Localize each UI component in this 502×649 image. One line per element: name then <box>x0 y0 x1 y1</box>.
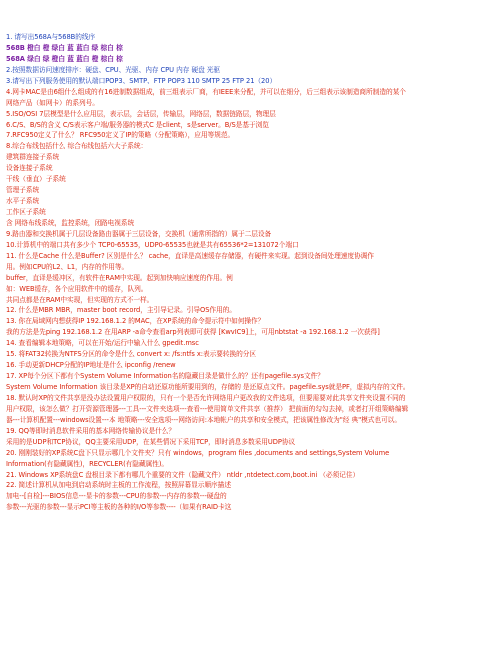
text-line: 水平子系统 <box>6 197 40 206</box>
text-line: 568A 绿白 绿 橙白 蓝 蓝白 橙 棕白 棕 <box>6 54 123 63</box>
text-line: 20. 刚刚装好的XP系统C盘下只显示哪几个文件夹？只有 windows，program files ,documents and settings,System Volume <box>6 448 390 457</box>
text-line: System Volume Information 该目录是XP的自动还原功能所要用到的，存储的 是还原点文件。pagefile.sys就是PF，虚拟内存的文件。 <box>6 383 410 391</box>
text-line: buffer，直译是缓冲区，有软件在RAM中实现。起到加快响应速度的作用。例 <box>6 273 233 282</box>
text-line: 11. 什么是Cache 什么是Buffer? 区别是什么？ cache，直译是高速缓存存储器，有硬件来实现。起到设备间处理速度协调作 <box>6 251 374 260</box>
text-line: 2.按照数据访问速度排序：硬盘、CPU、光驱、内存 CPU 内存 硬盘 光驱 <box>6 65 221 74</box>
text-line: 7.RFC950定义了什么？ RFC950定义了IP的策略（分配策略），应用等规范。 <box>6 131 235 140</box>
text-line: 568B 橙白 橙 绿白 蓝 蓝白 绿 棕白 棕 <box>6 43 123 52</box>
text-line: 14. 查看编辑本地策略，可以在开始/运行中输入什么 gpedit.msc <box>6 339 199 348</box>
text-line: 1. 请写出568A与568B的线序 <box>6 33 96 41</box>
text-line: 16. 手动更新DHCP分配的IP地址是什么 ipconfig /renew <box>6 361 176 370</box>
text-line: 建筑群连接子系统 <box>6 153 60 162</box>
text-line: 17. XP每个分区下都有个System Volume Information名的隐藏目录是做什么的？还有pagefile.sys文件？ <box>6 372 324 381</box>
text-line: 3.请写出下列服务使用的默认端口POP3、SMTP、FTP POP3 110 SMTP 25 FTP 21（20） <box>6 76 277 85</box>
text-line: 13. 你在局域网内想获得IP 192.168.1.2 的MAC，在XP系统的命令提示符中如何操作？ <box>6 317 265 326</box>
text-line: 加电--[自检]---BIOS信息---显卡的参数---CPU的参数---内存的参数---硬盘的 <box>6 492 227 501</box>
text-line: 4.网卡MAC是由6组什么组成的有16进制数据组成，前三组表示厂商，有IEEE来分配，并可以在细分，后三组表示该制造商所制造的某个 <box>6 87 406 96</box>
text-line: 用。例如CPU的L2、L1，内存的作用等。 <box>6 262 129 271</box>
text-line: 工作区子系统 <box>6 208 46 216</box>
text-line: 采用的是UDP和TCP协议，QQ主要采用UDP，在某些情况下采用TCP，即时消息多数采用UDP协议 <box>6 437 296 446</box>
text-line: 6.C/S、B/S的含义 C/S表示客户端/服务器的模式C 是client，s是server。B/S是基于浏览 <box>6 120 269 129</box>
text-line: 用户权限，该怎么做？打开资源管理器---工具---文件夹选项---查看---使用简单文件共享（推荐） 把前面的勾勾去掉，或者打开组策略编辑 <box>6 404 409 413</box>
text-line: 设备连接子系统 <box>6 164 53 173</box>
text-line: 干线（垂直）子系统 <box>6 175 66 184</box>
text-line: 管理子系统 <box>6 186 40 195</box>
text-line: 22. 简述计算机从加电到启动系统时主板的工作流程，按照屏幕显示顺序描述 <box>6 481 231 490</box>
text-line: 5.ISO/OSI 7层模型是什么应用层，表示层，会话层，传输层，网络层，数据链路层，物理层 <box>6 109 276 118</box>
text-line: 19. QQ等即时消息软件采用的基本网络传输协议是什么？ <box>6 426 176 435</box>
text-line: 器---计算机配置---windows设置---本 地策略---安全选项---网络访问:本地帐户的共享和安全模式，把该属性修改为"经 典"模式也可以。 <box>6 415 401 424</box>
text-line: 10.计算机中的端口共有多少个 TCP0-65535，UDP0-65535也就是共有65536*2=131072个端口 <box>6 240 299 249</box>
text-line: 8.综合布线包括什么 综合布线包括六大子系统： <box>6 142 148 151</box>
text-line: 如：WEB缓存，各个应用软件中的缓存，队列。 <box>6 284 148 293</box>
text-line: Information(有隐藏属性)，RECYCLER(有隐藏属性)。 <box>6 459 169 468</box>
text-line: 网络产品（如网卡）的系列号。 <box>6 98 99 107</box>
text-line: 15. 将FAT32转换为NTFS分区的命令是什么 convert x: /fs:ntfs x:表示要转换的分区 <box>6 350 257 359</box>
text-line: 18. 默认时XP的文件共享是没办法设置用户权限的，只有一个是否允许网络用户更改我的文件选项，但要需要对此共享文件夹设置不同的 <box>6 393 406 402</box>
text-line: 9.路由器和交换机属于几层设备路由器属于三层设备，交换机（通常所指的）属于二层设备 <box>6 229 272 238</box>
text-line: 21. Windows XP系统盘C 盘根目录下都有哪几个重要的文件（隐藏文件） ntldr ,ntdetect.com,boot.ini （必须记住） <box>6 470 360 479</box>
text-line: 共同点都是在RAM中实现，但实现的方式不一样。 <box>6 295 154 304</box>
text-line: 含 网络布线系统，监控系统，闭路电视系统 <box>6 218 135 227</box>
text-line: 参数---光驱的参数---显示PCI等主板的各种的I/O等参数----（如果有RAID卡这 <box>6 503 232 512</box>
text-line: 12. 什么是MBR MBR，master boot record，主引导记录。引导OS作用的。 <box>6 306 236 315</box>
text-line: 我的方法是先ping 192.168.1.2 在用ARP -a命令查看arp列表即可获得 [KwvIC9]上，可用nbtstat -a 192.168.1.2 一次获得] <box>6 328 380 337</box>
